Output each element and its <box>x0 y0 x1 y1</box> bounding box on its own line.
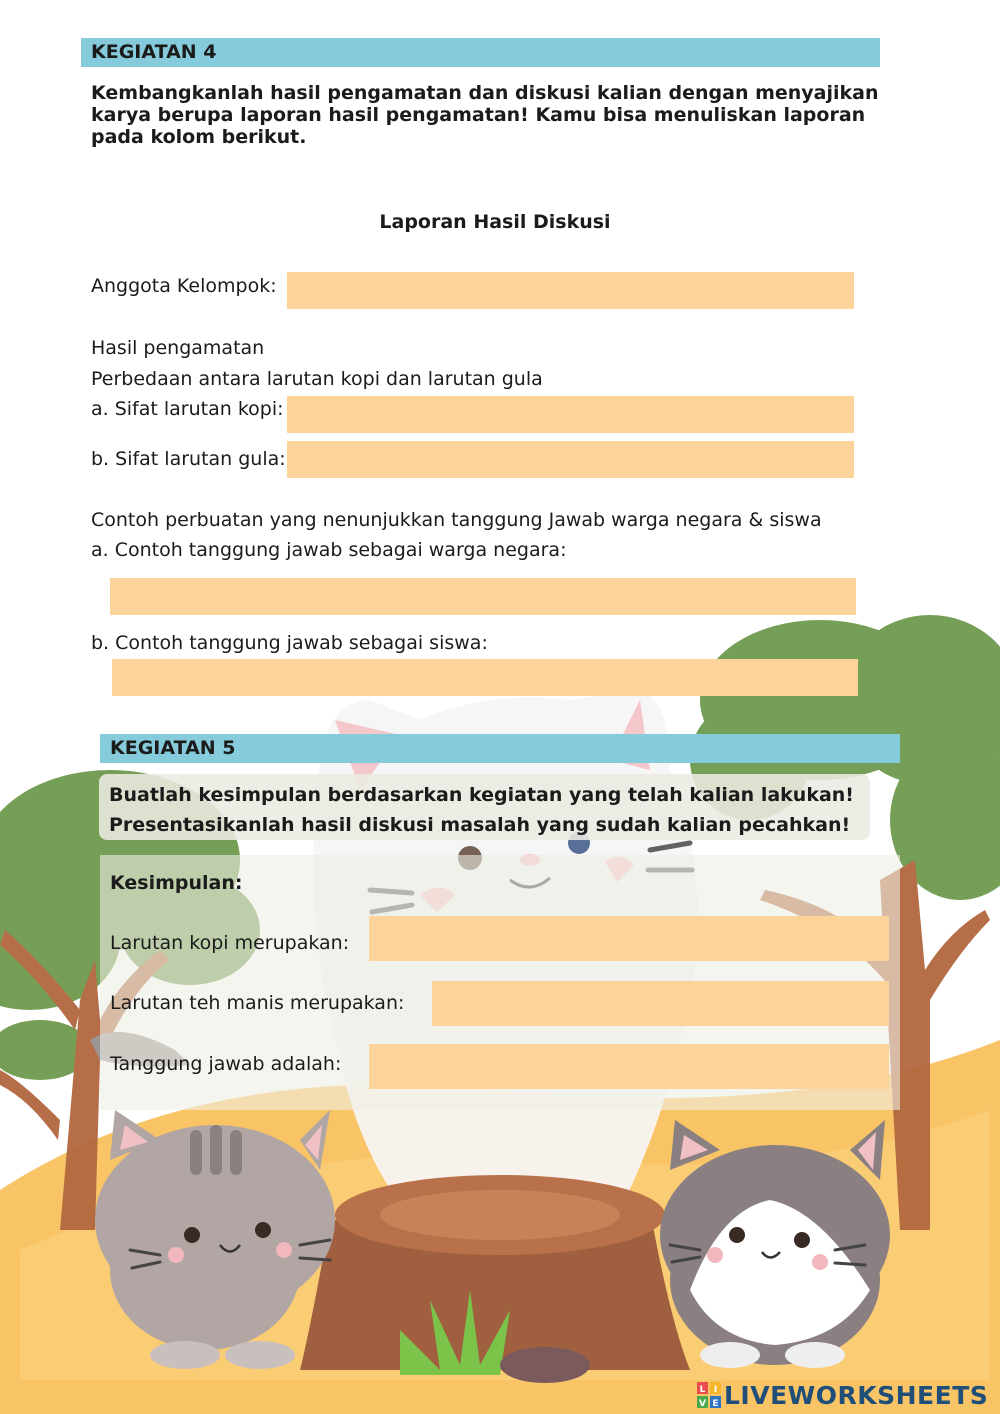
kegiatan-5-header: KEGIATAN 5 <box>100 734 900 763</box>
sifat-gula-input[interactable] <box>287 441 854 478</box>
tanggung-jawab-input[interactable] <box>369 1044 889 1089</box>
kegiatan-4-instruction: Kembangkanlah hasil pengamatan dan diskusi kalian dengan menyajikan karya berupa laporan hasil pengamatan! Kamu bisa menuliskan laporan pada kolom berikut. <box>91 82 879 148</box>
kesimpulan-label: Kesimpulan: <box>110 872 243 894</box>
liveworksheets-wordmark: LIVEWORKSHEETS <box>724 1380 989 1410</box>
larutan-teh-label: Larutan teh manis merupakan: <box>110 992 405 1014</box>
kegiatan-4-header: KEGIATAN 4 <box>81 38 880 67</box>
kegiatan-5-instruction-line-2: Presentasikanlah hasil diskusi masalah yang sudah kalian pecahkan! <box>109 814 851 836</box>
kegiatan-5-instruction-line-1: Buatlah kesimpulan berdasarkan kegiatan yang telah kalian lakukan! <box>109 784 854 806</box>
perbedaan-label: Perbedaan antara larutan kopi dan larutan gula <box>91 368 543 390</box>
larutan-teh-input[interactable] <box>432 981 889 1026</box>
tanggung-jawab-label: Tanggung jawab adalah: <box>110 1053 342 1075</box>
sifat-kopi-label: a. Sifat larutan kopi: <box>91 398 284 420</box>
larutan-kopi-label: Larutan kopi merupakan: <box>110 932 350 954</box>
anggota-input[interactable] <box>287 272 854 309</box>
sifat-kopi-input[interactable] <box>287 396 854 433</box>
siswa-input[interactable] <box>112 659 858 696</box>
warga-negara-label: a. Contoh tanggung jawab sebagai warga negara: <box>91 539 567 561</box>
hasil-pengamatan-label: Hasil pengamatan <box>91 337 265 359</box>
report-title: Laporan Hasil Diskusi <box>379 211 611 233</box>
kegiatan-5-instruction-box <box>99 774 870 840</box>
siswa-label: b. Contoh tanggung jawab sebagai siswa: <box>91 632 488 654</box>
liveworksheets-icon <box>697 1382 721 1408</box>
brand-icon-letter-l: L <box>699 1385 706 1395</box>
brand-icon-letter-v: V <box>699 1399 706 1408</box>
warga-negara-input[interactable] <box>110 578 856 615</box>
brand-icon-letter-i: I <box>713 1385 718 1395</box>
brand-icon-letter-e: E <box>712 1399 719 1408</box>
anggota-label: Anggota Kelompok: <box>91 275 277 297</box>
larutan-kopi-input[interactable] <box>369 916 889 961</box>
contoh-perbuatan-label: Contoh perbuatan yang nenunjukkan tanggung Jawab warga negara & siswa <box>91 509 822 531</box>
liveworksheets-logo <box>697 1380 988 1410</box>
sifat-gula-label: b. Sifat larutan gula: <box>91 448 286 470</box>
